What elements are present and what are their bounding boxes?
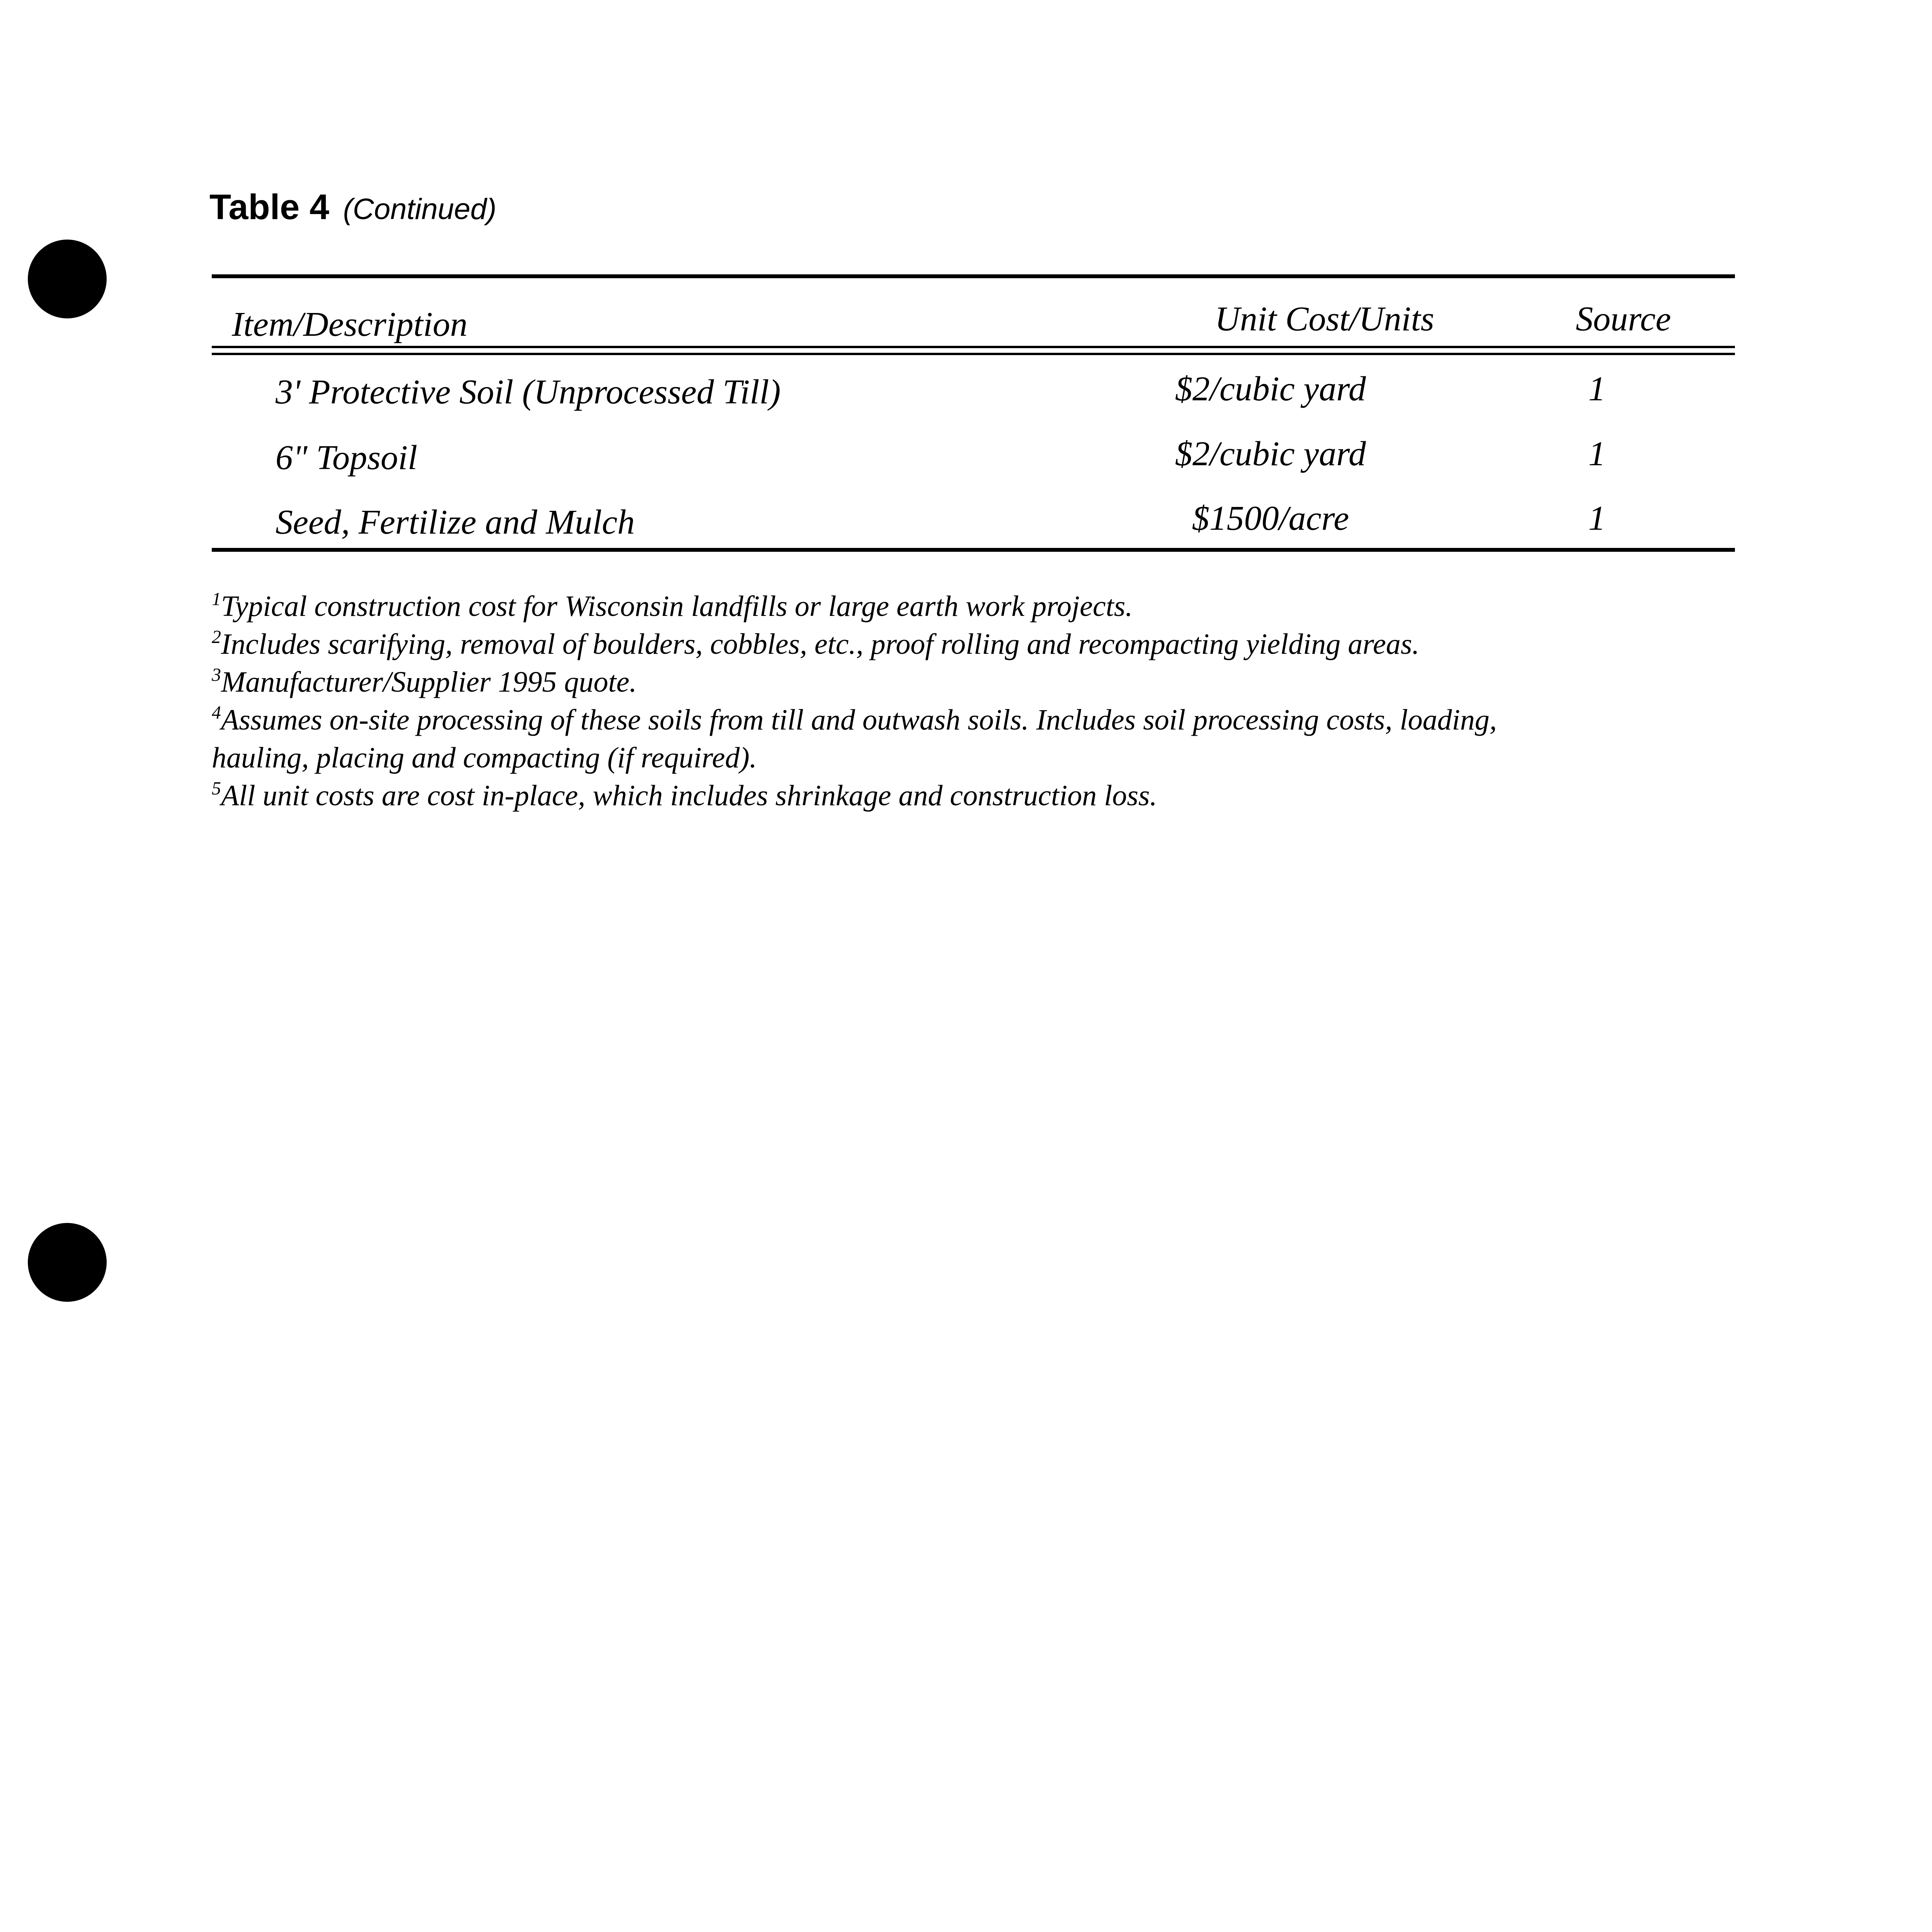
footnote-3-text: Manufacturer/Supplier 1995 quote. — [221, 666, 637, 698]
footnotes — [212, 587, 1719, 815]
footnote-2-marker: 2 — [212, 627, 221, 647]
table-row-2-item: 6" Topsoil — [276, 439, 418, 477]
footnote-1-marker: 1 — [212, 589, 221, 609]
table-title-continued: (Continued) — [343, 193, 497, 226]
table-row-1-source: 1 — [1588, 370, 1606, 408]
table-bottom-rule — [212, 548, 1735, 552]
header-rule-upper — [212, 346, 1735, 348]
binder-hole-top — [28, 240, 107, 318]
table-row-1-item: 3' Protective Soil (Unprocessed Till) — [276, 373, 781, 411]
footnote-4-continuation: hauling, placing and compacting (if required). — [212, 742, 757, 774]
table-title-label: Table 4 — [209, 187, 330, 227]
footnote-5-text: All unit costs are cost in-place, which includes shrinkage and construction loss. — [221, 779, 1157, 812]
binder-hole-middle — [28, 1223, 107, 1302]
footnote-3 — [212, 663, 1719, 701]
table-row-2-cost: $2/cubic yard — [1175, 435, 1366, 473]
table-row-3-source: 1 — [1588, 499, 1606, 537]
footnote-3-marker: 3 — [212, 665, 221, 685]
footnote-4 — [212, 701, 1719, 739]
table-top-rule — [212, 274, 1735, 278]
footnote-1-text: Typical construction cost for Wisconsin landfills or large earth work projects. — [221, 590, 1133, 622]
footnote-1 — [212, 587, 1719, 625]
table-row-2-source: 1 — [1588, 435, 1606, 473]
table-row-1-cost: $2/cubic yard — [1175, 370, 1366, 408]
header-rule-lower — [212, 353, 1735, 355]
footnote-2-text: Includes scarifying, removal of boulders, cobbles, etc., proof rolling and recompacting yielding areas. — [221, 628, 1420, 660]
table-row-3-cost: $1500/acre — [1192, 499, 1349, 537]
footnote-4-marker: 4 — [212, 702, 221, 723]
footnote-5-marker: 5 — [212, 778, 221, 799]
header-unit-cost: Unit Cost/Units — [1215, 300, 1434, 338]
footnote-2 — [212, 625, 1719, 663]
header-item-description: Item/Description — [232, 305, 468, 344]
header-source: Source — [1576, 300, 1671, 338]
footnote-4-text: Assumes on-site processing of these soils from till and outwash soils. Includes soil processing costs, loading, — [221, 704, 1497, 736]
table-row-3-item: Seed, Fertilize and Mulch — [276, 503, 635, 541]
footnote-5 — [212, 777, 1719, 815]
table-title — [209, 187, 497, 228]
